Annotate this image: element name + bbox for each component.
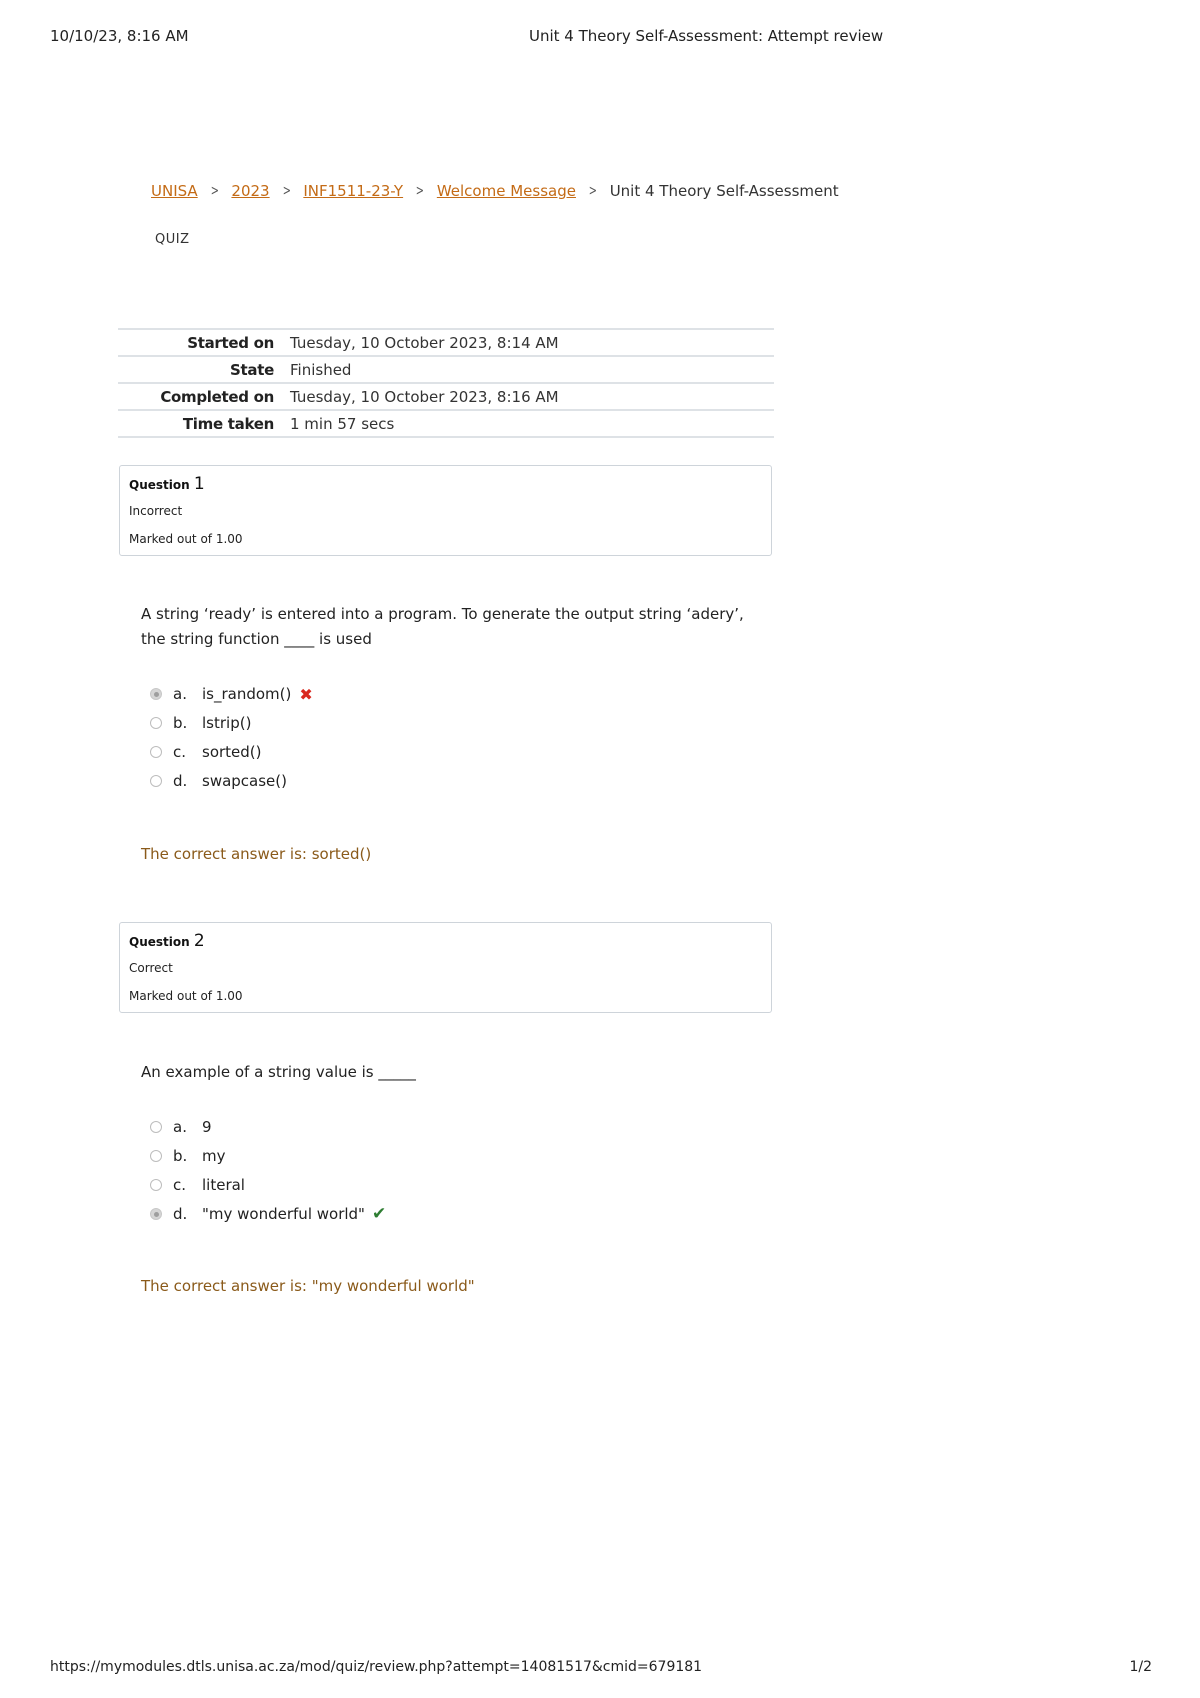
question-number-value: 2 xyxy=(193,931,205,951)
breadcrumb-current: Unit 4 Theory Self-Assessment xyxy=(609,182,839,200)
summary-value: Tuesday, 10 October 2023, 8:16 AM xyxy=(290,388,559,406)
option-letter: a. xyxy=(173,685,187,703)
radio-button[interactable] xyxy=(150,1121,162,1133)
close-icon: ✖ xyxy=(299,684,313,704)
radio-button[interactable] xyxy=(150,1208,162,1220)
radio-button[interactable] xyxy=(150,1179,162,1191)
question-label: Question xyxy=(129,478,190,492)
radio-button[interactable] xyxy=(150,1150,162,1162)
chevron-right-icon: > xyxy=(415,183,425,199)
option-text: sorted() xyxy=(202,743,262,761)
question-grade: Marked out of 1.00 xyxy=(129,989,243,1003)
question-2-option-c[interactable] xyxy=(150,1174,245,1196)
summary-value: Tuesday, 10 October 2023, 8:14 AM xyxy=(290,334,559,352)
option-text: literal xyxy=(202,1176,245,1194)
option-text: my xyxy=(202,1147,226,1165)
summary-value: 1 min 57 secs xyxy=(290,415,395,433)
question-1-feedback: The correct answer is: sorted() xyxy=(141,845,372,863)
question-2-info xyxy=(119,922,772,1013)
summary-row-state xyxy=(118,356,774,383)
radio-button[interactable] xyxy=(150,746,162,758)
chevron-right-icon: > xyxy=(210,183,219,199)
breadcrumb-item-course[interactable]: INF1511-23-Y xyxy=(303,182,404,200)
option-letter: c. xyxy=(173,1176,187,1194)
question-1-option-c[interactable] xyxy=(150,741,262,763)
option-text: lstrip() xyxy=(202,714,252,732)
question-1-option-d[interactable] xyxy=(150,770,287,792)
breadcrumb xyxy=(151,182,839,200)
question-grade: Marked out of 1.00 xyxy=(129,532,243,546)
option-text: "my wonderful world" xyxy=(202,1205,365,1223)
breadcrumb-item-unisa[interactable]: UNISA xyxy=(151,182,198,200)
summary-label: Completed on xyxy=(160,388,274,406)
question-2-text: An example of a string value is _____ xyxy=(141,1063,416,1081)
option-letter: b. xyxy=(173,714,188,732)
summary-label: Started on xyxy=(187,334,274,352)
print-url: https://mymodules.dtls.unisa.ac.za/mod/quiz/review.php?attempt=14081517&cmid=679181 xyxy=(50,1659,703,1675)
question-number xyxy=(129,474,205,494)
option-letter: a. xyxy=(173,1118,187,1136)
radio-button[interactable] xyxy=(150,688,162,700)
summary-row-time-taken xyxy=(118,410,774,437)
summary-label: State xyxy=(230,361,274,379)
chevron-right-icon: > xyxy=(588,183,597,199)
option-text: is_random() xyxy=(202,685,292,703)
print-title: Unit 4 Theory Self-Assessment: Attempt review xyxy=(529,27,884,45)
option-letter: b. xyxy=(173,1147,188,1165)
option-text: 9 xyxy=(202,1118,212,1136)
radio-button[interactable] xyxy=(150,717,162,729)
summary-row-started xyxy=(118,329,774,356)
question-1-text: A string ‘ready’ is entered into a program. To generate the output string ‘adery’, the string function ____ is used xyxy=(141,605,744,648)
question-label: Question xyxy=(129,935,190,949)
summary-value: Finished xyxy=(290,361,352,379)
summary-row-completed xyxy=(118,383,774,410)
question-number xyxy=(129,931,205,951)
attempt-summary-table xyxy=(118,328,774,438)
chevron-right-icon: > xyxy=(282,183,291,199)
option-letter: d. xyxy=(173,772,188,790)
question-1-info xyxy=(119,465,772,556)
question-2-option-a[interactable] xyxy=(150,1116,212,1138)
question-1-option-b[interactable] xyxy=(150,712,251,734)
summary-label: Time taken xyxy=(182,415,274,433)
question-state: Incorrect xyxy=(129,504,183,518)
print-page-number: 1/2 xyxy=(1129,1659,1152,1675)
radio-button[interactable] xyxy=(150,775,162,787)
page-label: QUIZ xyxy=(155,232,190,247)
breadcrumb-item-welcome[interactable]: Welcome Message xyxy=(436,182,576,200)
breadcrumb-item-year[interactable]: 2023 xyxy=(231,182,270,200)
check-icon: ✔ xyxy=(371,1204,387,1224)
print-date: 10/10/23, 8:16 AM xyxy=(50,27,189,45)
question-number-value: 1 xyxy=(193,474,205,494)
option-text: swapcase() xyxy=(202,772,287,790)
question-state: Correct xyxy=(129,961,173,975)
option-letter: c. xyxy=(173,743,187,761)
question-2-feedback: The correct answer is: "my wonderful world" xyxy=(141,1277,475,1295)
question-1-option-a[interactable] xyxy=(150,683,313,705)
question-2-option-b[interactable] xyxy=(150,1145,226,1167)
question-2-option-d[interactable] xyxy=(150,1203,386,1225)
option-letter: d. xyxy=(173,1205,188,1223)
